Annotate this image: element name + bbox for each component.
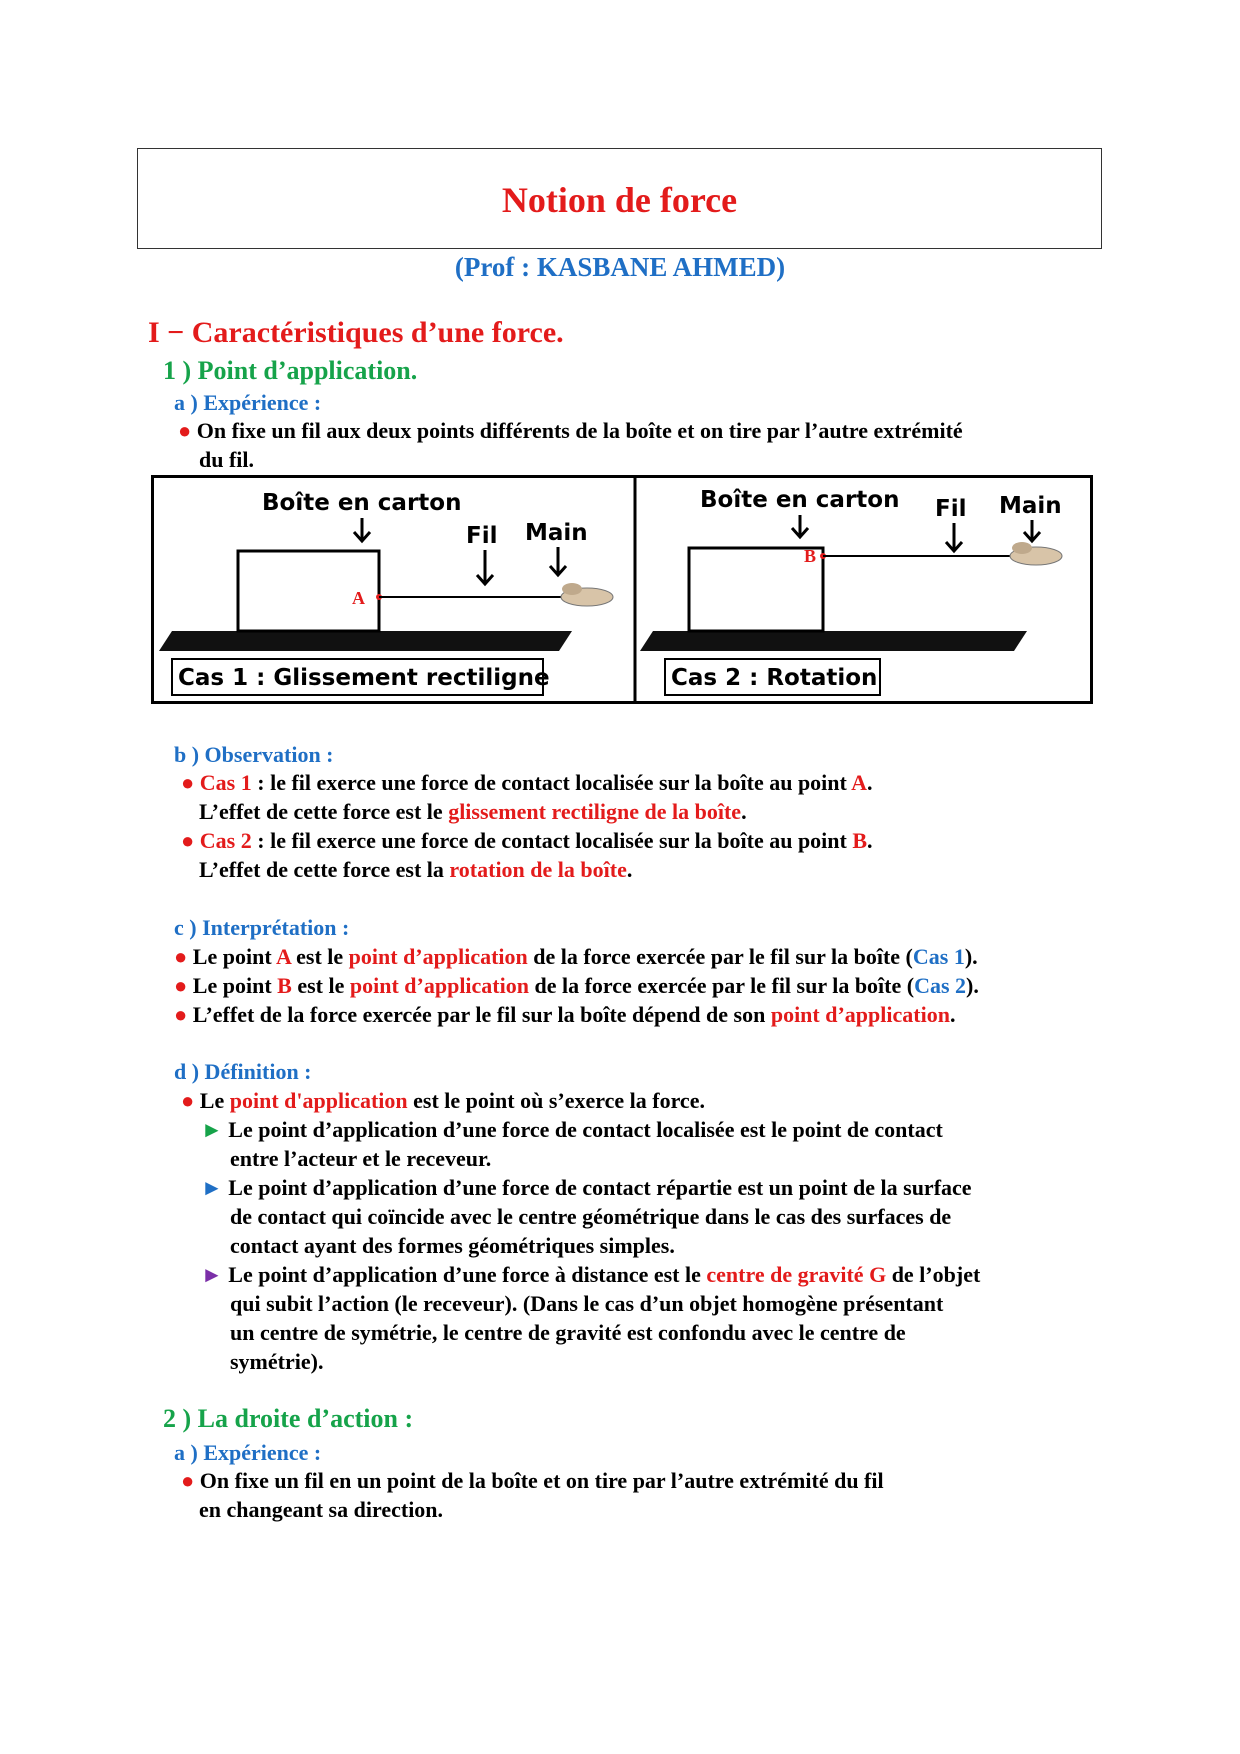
experiment-figure — [151, 475, 1093, 704]
bullet-icon: ● — [181, 1088, 195, 1113]
observation-case-2: ● Cas 2 : le fil exerce une force de contact localisée sur la boîte au point B. — [181, 828, 873, 853]
hand-icon-right — [1010, 542, 1062, 565]
arrow-down-icon-main-right — [1024, 520, 1040, 541]
arrow-down-icon-box-left — [354, 518, 370, 541]
interpretation-line-1: ● Le point A est le point d’application de la force exercée par le fil sur la boîte (Cas 1). — [174, 944, 978, 969]
observation-effect-2: L’effet de cette force est la rotation de la boîte. — [199, 857, 633, 882]
arrow-right-icon: ► — [201, 1175, 223, 1200]
experience-line-2: du fil. — [199, 447, 255, 472]
definition-bullet-2-line-3: contact ayant des formes géométriques simples. — [230, 1233, 675, 1258]
definition-bullet-3-line-4: symétrie). — [230, 1349, 324, 1374]
observation-case-1: ● Cas 1 : le fil exerce une force de contact localisée sur la boîte au point A. — [181, 770, 873, 795]
definition-bullet-3-line-3: un centre de symétrie, le centre de gravité est confondu avec le centre de — [230, 1320, 906, 1345]
page-title: Notion de force — [501, 180, 738, 220]
title-box — [137, 148, 1102, 249]
bullet-icon: ● — [178, 418, 192, 443]
case-label-right: Cas 2 : Rotation — [671, 665, 878, 691]
bullet-icon: ● — [181, 770, 195, 795]
definition-bullet-1-line-1: ► Le point d’application d’une force de contact localisée est le point de contact — [201, 1117, 943, 1142]
experience-heading-2: a ) Expérience : — [174, 1440, 322, 1465]
point-a-label: A — [352, 588, 365, 608]
definition-bullet-3-line-1: ► Le point d’application d’une force à distance est le centre de gravité G de l’objet — [201, 1262, 981, 1287]
observation-effect-1: L’effet de cette force est le glissement rectiligne de la boîte. — [199, 799, 747, 824]
bullet-icon: ● — [181, 1468, 195, 1493]
bullet-icon: ● — [174, 944, 188, 969]
subsection-heading-1: 1 ) Point d’application. — [163, 356, 418, 385]
arrow-down-icon-fil-right — [946, 523, 962, 551]
arrow-down-icon-fil-left — [477, 550, 493, 584]
observation-heading: b ) Observation : — [174, 742, 334, 767]
box-label-left: Boîte en carton — [262, 490, 462, 516]
subsection-heading-2: 2 ) La droite d’action : — [163, 1404, 414, 1433]
bullet-icon: ● — [174, 1002, 188, 1027]
definition-bullet-1-line-2: entre l’acteur et le receveur. — [230, 1146, 492, 1171]
hand-icon-left — [561, 583, 613, 606]
case-label-left: Cas 1 : Glissement rectiligne — [178, 665, 550, 691]
main-label-right: Main — [999, 493, 1062, 519]
author-line: (Prof : KASBANE AHMED) — [454, 252, 786, 282]
section-heading: I − Caractéristiques d’une force. — [148, 316, 564, 349]
interpretation-line-2: ● Le point B est le point d’application de la force exercée par le fil sur la boîte (Cas 2). — [174, 973, 979, 998]
definition-line-1: ● Le point d'application est le point où s’exerce la force. — [181, 1088, 705, 1113]
point-b-label: B — [804, 546, 817, 566]
arrow-right-icon: ► — [201, 1262, 223, 1287]
box-label-right: Boîte en carton — [700, 487, 900, 513]
experience-line-1: ● On fixe un fil aux deux points différents de la boîte et on tire par l’autre extrémité — [178, 418, 963, 443]
fil-label-right: Fil — [935, 496, 967, 522]
table-surface-left — [159, 631, 572, 651]
experience-2-line-2: en changeant sa direction. — [199, 1497, 444, 1522]
arrow-down-icon-box-right — [792, 515, 808, 537]
definition-bullet-3-line-2: qui subit l’action (le receveur). (Dans le cas d’un objet homogène présentant — [230, 1291, 944, 1316]
arrow-right-icon: ► — [201, 1117, 223, 1142]
bullet-icon: ● — [181, 828, 195, 853]
definition-heading: d ) Définition : — [174, 1059, 312, 1084]
bullet-icon: ● — [174, 973, 188, 998]
fil-label-left: Fil — [466, 523, 498, 549]
cardboard-box-right — [689, 548, 823, 631]
interpretation-heading: c ) Interprétation : — [174, 915, 350, 940]
experience-2-line-1: ● On fixe un fil en un point de la boîte et on tire par l’autre extrémité du fil — [181, 1468, 884, 1493]
table-surface-right — [640, 631, 1027, 651]
definition-bullet-2-line-1: ► Le point d’application d’une force de contact répartie est un point de la surface — [201, 1175, 972, 1200]
interpretation-line-3: ● L’effet de la force exercée par le fil sur la boîte dépend de son point d’application. — [174, 1002, 956, 1027]
arrow-down-icon-main-left — [550, 547, 566, 575]
definition-bullet-2-line-2: de contact qui coïncide avec le centre géométrique dans le cas des surfaces de — [230, 1204, 952, 1229]
experience-heading: a ) Expérience : — [174, 390, 322, 415]
experiment-diagram — [154, 478, 1090, 701]
main-label-left: Main — [525, 520, 588, 546]
